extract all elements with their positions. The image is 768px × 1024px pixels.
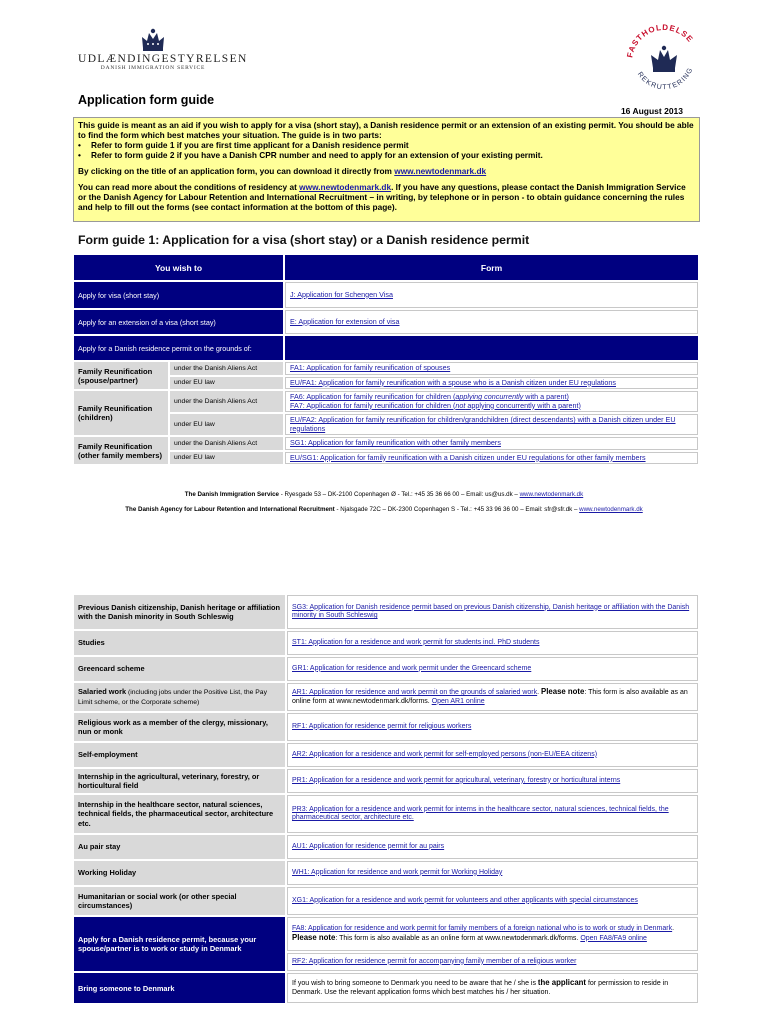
form-link-ar1[interactable]: AR1: Application for residence and work permit on the grounds of salaried work. Please note: This form is also available as an online form at www.newtodenmark.dk/forms. Open AR1 online [287,683,698,711]
intro-bullets [78,140,695,160]
form-link-j[interactable]: J: Application for Schengen Visa [285,282,698,308]
newtodenmark-link[interactable]: www.newtodenmark.dk [394,166,487,176]
open-ar1-online-link[interactable]: Open AR1 online [431,697,485,705]
agency-subtitle: DANISH IMMIGRATION SERVICE [100,65,206,71]
row-label: Salaried work (including jobs under the Positive List, the Pay Limit scheme, or the Corporate scheme) [74,683,285,711]
newtodenmark-link[interactable]: www.newtodenmark.dk [299,182,392,192]
form-link-e[interactable]: E: Application for extension of visa [285,310,698,334]
row-label: Apply for an extension of a visa (short stay) [74,310,283,334]
row-label: Internship in the healthcare sector, natural sciences, technical fields, the pharmaceutical sector, architecture etc. [74,795,285,833]
contact-paragraph [78,182,695,212]
table-row [74,973,698,1003]
row-label: Bring someone to Denmark [74,973,285,1003]
table-row [74,595,698,629]
table-row [74,917,698,951]
table-row [74,683,698,711]
table-row [74,362,698,375]
table-row [74,657,698,681]
table-row [74,437,698,450]
row-label: Working Holiday [74,861,285,885]
seal-text-top: FASTHOLDELSE [625,22,696,59]
form-link-rf1[interactable]: RF1: Application for residence permit for religious workers [287,713,698,741]
form-link-xg1[interactable]: XG1: Application for a residence and work permit for volunteers and other applicants with special circumstances [287,887,698,915]
table-row [74,391,698,412]
contact-text: You can read more about the conditions of residency at [78,182,297,192]
col-header-you-wish-to: You wish to [74,255,283,280]
fr-other-label: Family Reunification (other family members) [74,437,168,464]
row-label: Self-employment [74,743,285,767]
page-title: Application form guide [78,93,215,107]
row-label: Apply for a Danish residence permit, because your spouse/partner is to work or study in Denmark [74,917,285,971]
aliens-act-label: under the Danish Aliens Act [170,362,283,375]
row-label: Greencard scheme [74,657,285,681]
form-guide-continued-table [72,593,700,1005]
table-row [74,336,698,360]
form-link-eusg1[interactable]: EU/SG1: Application for family reunification with a Danish citizen under EU regulations for other family members [285,452,698,465]
form-link-st1[interactable]: ST1: Application for a residence and work permit for students incl. PhD students [287,631,698,655]
form-link-pr1[interactable]: PR1: Application for a residence and work permit for agricultural, veterinary, forestry or horticultural interns [287,769,698,793]
form-link-au1[interactable]: AU1: Application for residence permit for au pairs [287,835,698,859]
row-label: Studies [74,631,285,655]
form-link-gr1[interactable]: GR1: Application for residence and work permit under the Greencard scheme [287,657,698,681]
download-text: By clicking on the title of an application form, you can download it directly from [78,166,392,176]
download-paragraph [78,166,695,176]
table-row [74,282,698,308]
aliens-act-label: under the Danish Aliens Act [170,391,283,412]
aliens-act-label: under the Danish Aliens Act [170,437,283,450]
empty-cell [285,336,698,360]
bring-someone-info: If you wish to bring someone to Denmark you need to be aware that he / she is the applicant for permission to reside in Denmark. Use the relevant application forms which best matches his / her situation. [287,973,698,1003]
row-label: Previous Danish citizenship, Danish heritage or affiliation with the Danish minority in South Schleswig [74,595,285,629]
row-label: Religious work as a member of the clergy, missionary, nun or monk [74,713,285,741]
section-title-guide-1: Form guide 1: Application for a visa (short stay) or a Danish residence permit [78,233,530,247]
table-row [74,795,698,833]
crown-icon [140,28,166,52]
table-row [74,861,698,885]
eu-law-label: under EU law [170,377,283,390]
table-row [74,835,698,859]
eu-law-label: under EU law [170,452,283,465]
form-guide-1-table [72,253,700,466]
document-date: 16 August 2013 [620,106,683,116]
contact-text-rest: . If you have any questions, please contact the Danish Immigration Service or the Danish Agency for Labour Retention and International Recruitment – in writing, by telephone or in person - to obtain guidance concerning the rules and help to fill out the forms (see contact information at the bottom of this page). [78,182,686,212]
row-label: Apply for a Danish residence permit on the grounds of: [74,336,283,360]
form-link-eufa1[interactable]: EU/FA1: Application for family reunification with a spouse who is a Danish citizen under EU regulations [285,377,698,390]
fr-spouse-label: Family Reunification (spouse/partner) [74,362,168,389]
form-link-pr3[interactable]: PR3: Application for a residence and work permit for interns in the healthcare sector, natural sciences, technical fields, the pharmaceutical sector, architecture etc. [287,795,698,833]
seal-text-bottom: REKRUTTERING [635,66,695,92]
form-link-sg1[interactable]: SG1: Application for family reunification with other family members [285,437,698,450]
eu-law-label: under EU law [170,414,283,435]
col-header-form: Form [285,255,698,280]
table-row [74,769,698,793]
intro-bullet: • Refer to form guide 2 if you have a Danish CPR number and need to apply for an extension of your existing permit. [78,150,695,160]
form-link-wh1[interactable]: WH1: Application for residence and work permit for Working Holiday [287,861,698,885]
intro-box [73,117,700,222]
form-link-eufa2[interactable]: EU/FA2: Application for family reunification for children/grandchildren (direct descendants) with a Danish citizen under EU regulations [285,414,698,435]
footer-link[interactable]: www.newtodenmark.dk [579,506,643,513]
form-link-rf2[interactable]: RF2: Application for residence permit for accompanying family member of a religious worker [287,953,698,971]
row-label: Apply for visa (short stay) [74,282,283,308]
form-link-sg3[interactable]: SG3: Application for Danish residence permit based on previous Danish citizenship, Danish heritage or affiliation with the Danish minority in South Schleswig [287,595,698,629]
table-row [74,887,698,915]
open-fa8-online-link[interactable]: Open FA8/FA9 online [580,934,647,942]
table-row [74,713,698,741]
table-row [74,310,698,334]
table-row [74,631,698,655]
footer-link[interactable]: www.newtodenmark.dk [519,491,584,498]
seal-crown-icon [651,46,677,72]
row-label: Au pair stay [74,835,285,859]
form-link-ar2[interactable]: AR2: Application for a residence and work permit for self-employed persons (non-EU/EEA citizens) [287,743,698,767]
retention-recruitment-seal [618,14,710,106]
fr-children-label: Family Reunification (children) [74,391,168,435]
contact-line-sfr: The Danish Agency for Labour Retention and International Recruitment - Njalsgade 72C – DK-2300 Copenhagen S - Tel.: +45 33 96 36 00 – Email: sfr@sfr.dk – www.newtodenmark.dk [125,506,643,513]
row-label: Humanitarian or social work (or other special circumstances) [74,887,285,915]
contact-line-dis: The Danish Immigration Service - Ryesgade 53 – DK-2100 Copenhagen Ø - Tel.: +45 35 36 66 00 – Email: us@us.dk – www.newtodenmark.dk [184,491,584,498]
form-link-fa6-fa7[interactable]: FA6: Application for family reunification for children (applying concurrently with a parent) FA7: Application for family reunification for children (not applying concurrently with a parent) [285,391,698,412]
agency-name: UDLÆNDINGESTYRELSEN [78,53,248,65]
intro-bullet: • Refer to form guide 1 if you are first time applicant for a Danish residence permit [78,140,695,150]
row-label: Internship in the agricultural, veterinary, forestry, or horticultural field [74,769,285,793]
table-header-row [74,255,698,280]
agency-logo [78,28,248,80]
form-link-fa1[interactable]: FA1: Application for family reunification of spouses [285,362,698,375]
intro-paragraph: This guide is meant as an aid if you wish to apply for a visa (short stay), a Danish residence permit or an extension of an existing permit. You should be able to find the form which best matches your situation. The guide is in two parts: [78,120,694,140]
table-row [74,743,698,767]
form-link-fa8[interactable]: FA8: Application for residence and work permit for family members of a foreign national who is to work or study in Denmark. Please note: This form is also available as an online form at www.newtodenmark.dk/forms. Open FA8/FA9 online [287,917,698,951]
